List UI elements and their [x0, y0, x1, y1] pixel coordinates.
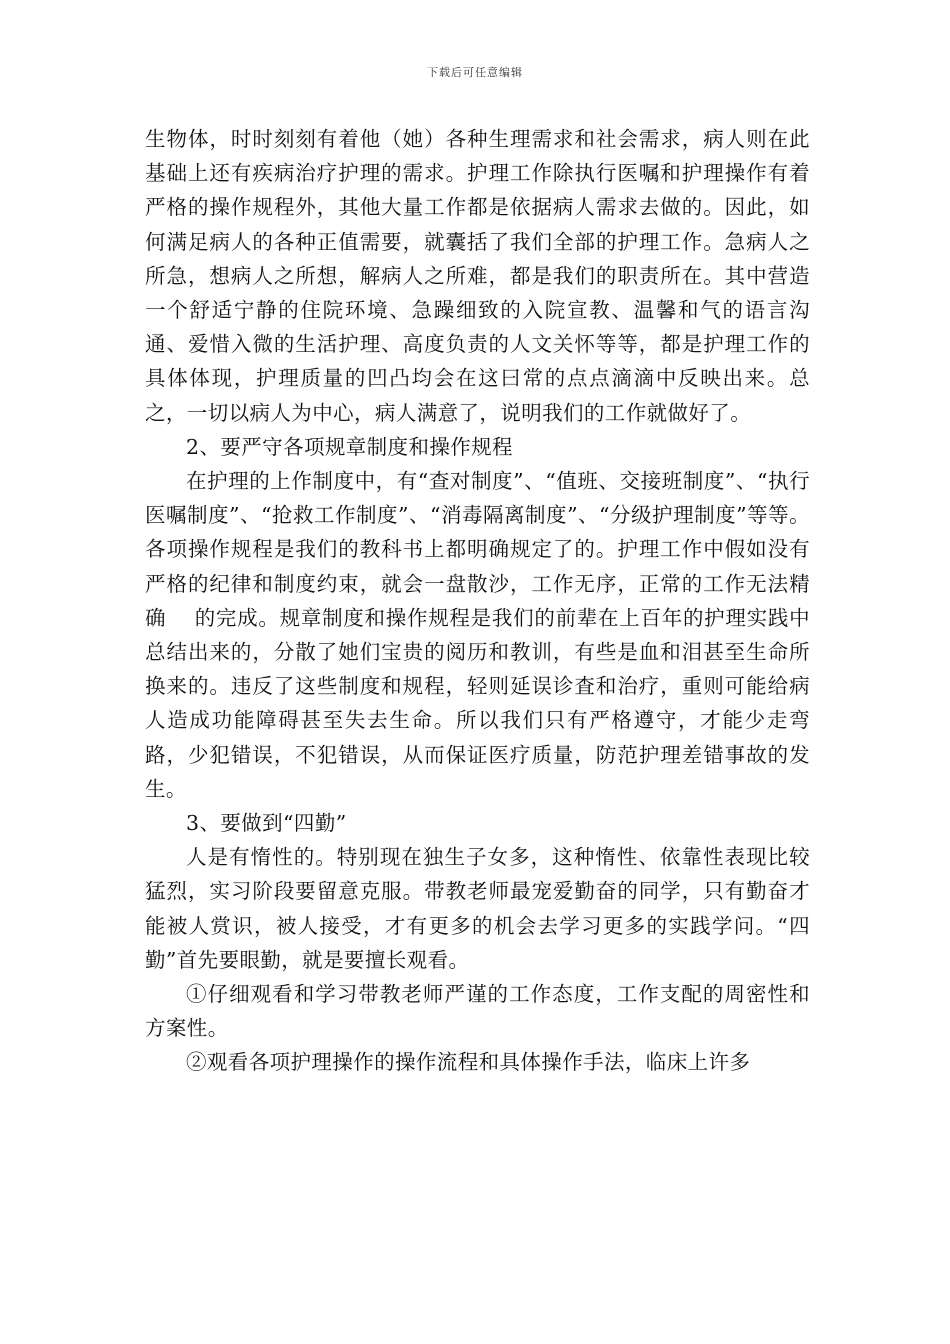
document-body	[145, 122, 810, 1080]
page-header: 下载后可任意编辑	[427, 66, 523, 79]
section-heading-four-diligence: 3、要做到“四勤”	[186, 811, 347, 836]
section-heading-rules: 2、要严守各项规章制度和操作规程	[186, 434, 513, 459]
paragraph-observe-procedures: ②观看各项护理操作的操作流程和具体操作手法，临床上许多	[186, 1050, 751, 1075]
paragraph-rules: 在护理的上作制度中，有“查对制度”、“值班、交接班制度”、“执行医嘱制度”、“抢救工作制度”、“消毒隔离制度”、“分级护理制度”等等。各项操作规程是我们的教科书上都明确规定了的。护理工作中假如没有严格的纪律和制度约束，就会一盘散沙，工作无序，正常的工作无法精确 的完成。规章制度和操作规程是我们的前辈在上百年的护理实践中总结出来的，分散了她们宝贵的阅历和教训，有些是血和泪甚至生命所换来的。违反了这些制度和规程，轻则延误诊査和治疗，重则可能给病人造成功能障碍甚至失去生命。所以我们只有严格遵守，才能少走弯路，少犯错误，不犯错误，从而保证医疗质量，防范护理差错事故的发生。	[145, 469, 810, 801]
paragraph-needs: 生物体，时时刻刻有着他（她）各种生理需求和社会需求，病人则在此基础上还有疾病治疗护理的需求。护理工作除执行医嘱和护理操作有着严格的操作规程外，其他大量工作都是依据病人需求去做的。因此，如何满足病人的各种正值需要，就囊括了我们全部的护理工作。急病人之所急，想病人之所想，解病人之所难，都是我们的职责所在。其中营造一个舒适宁静的住院环境、急躁细致的入院宣教、温馨和气的语言沟通、爱惜入微的生活护理、高度负责的人文关怀等等，都是护理工作的具体体现，护理质量的凹凸均会在这曰常的点点滴滴中反映出来。总之，一切以病人为中心，病人满意了，说明我们的工作就做好了。	[145, 127, 810, 425]
paragraph-diligence: 人是有惰性的。特别现在独生子女多，这种惰性、依靠性表现比较猛烈，实习阶段要留意克服。带教老师最宠爱勤奋的同学，只有勤奋才能被人赏识，被人接受，才有更多的机会去学习更多的实践学问。“四勤”首先要眼勤，就是要擅长观看。	[145, 845, 810, 972]
paragraph-observe-attitude: ①仔细观看和学习带教老师严谨的工作态度，工作支配的周密性和方案性。	[145, 982, 810, 1041]
